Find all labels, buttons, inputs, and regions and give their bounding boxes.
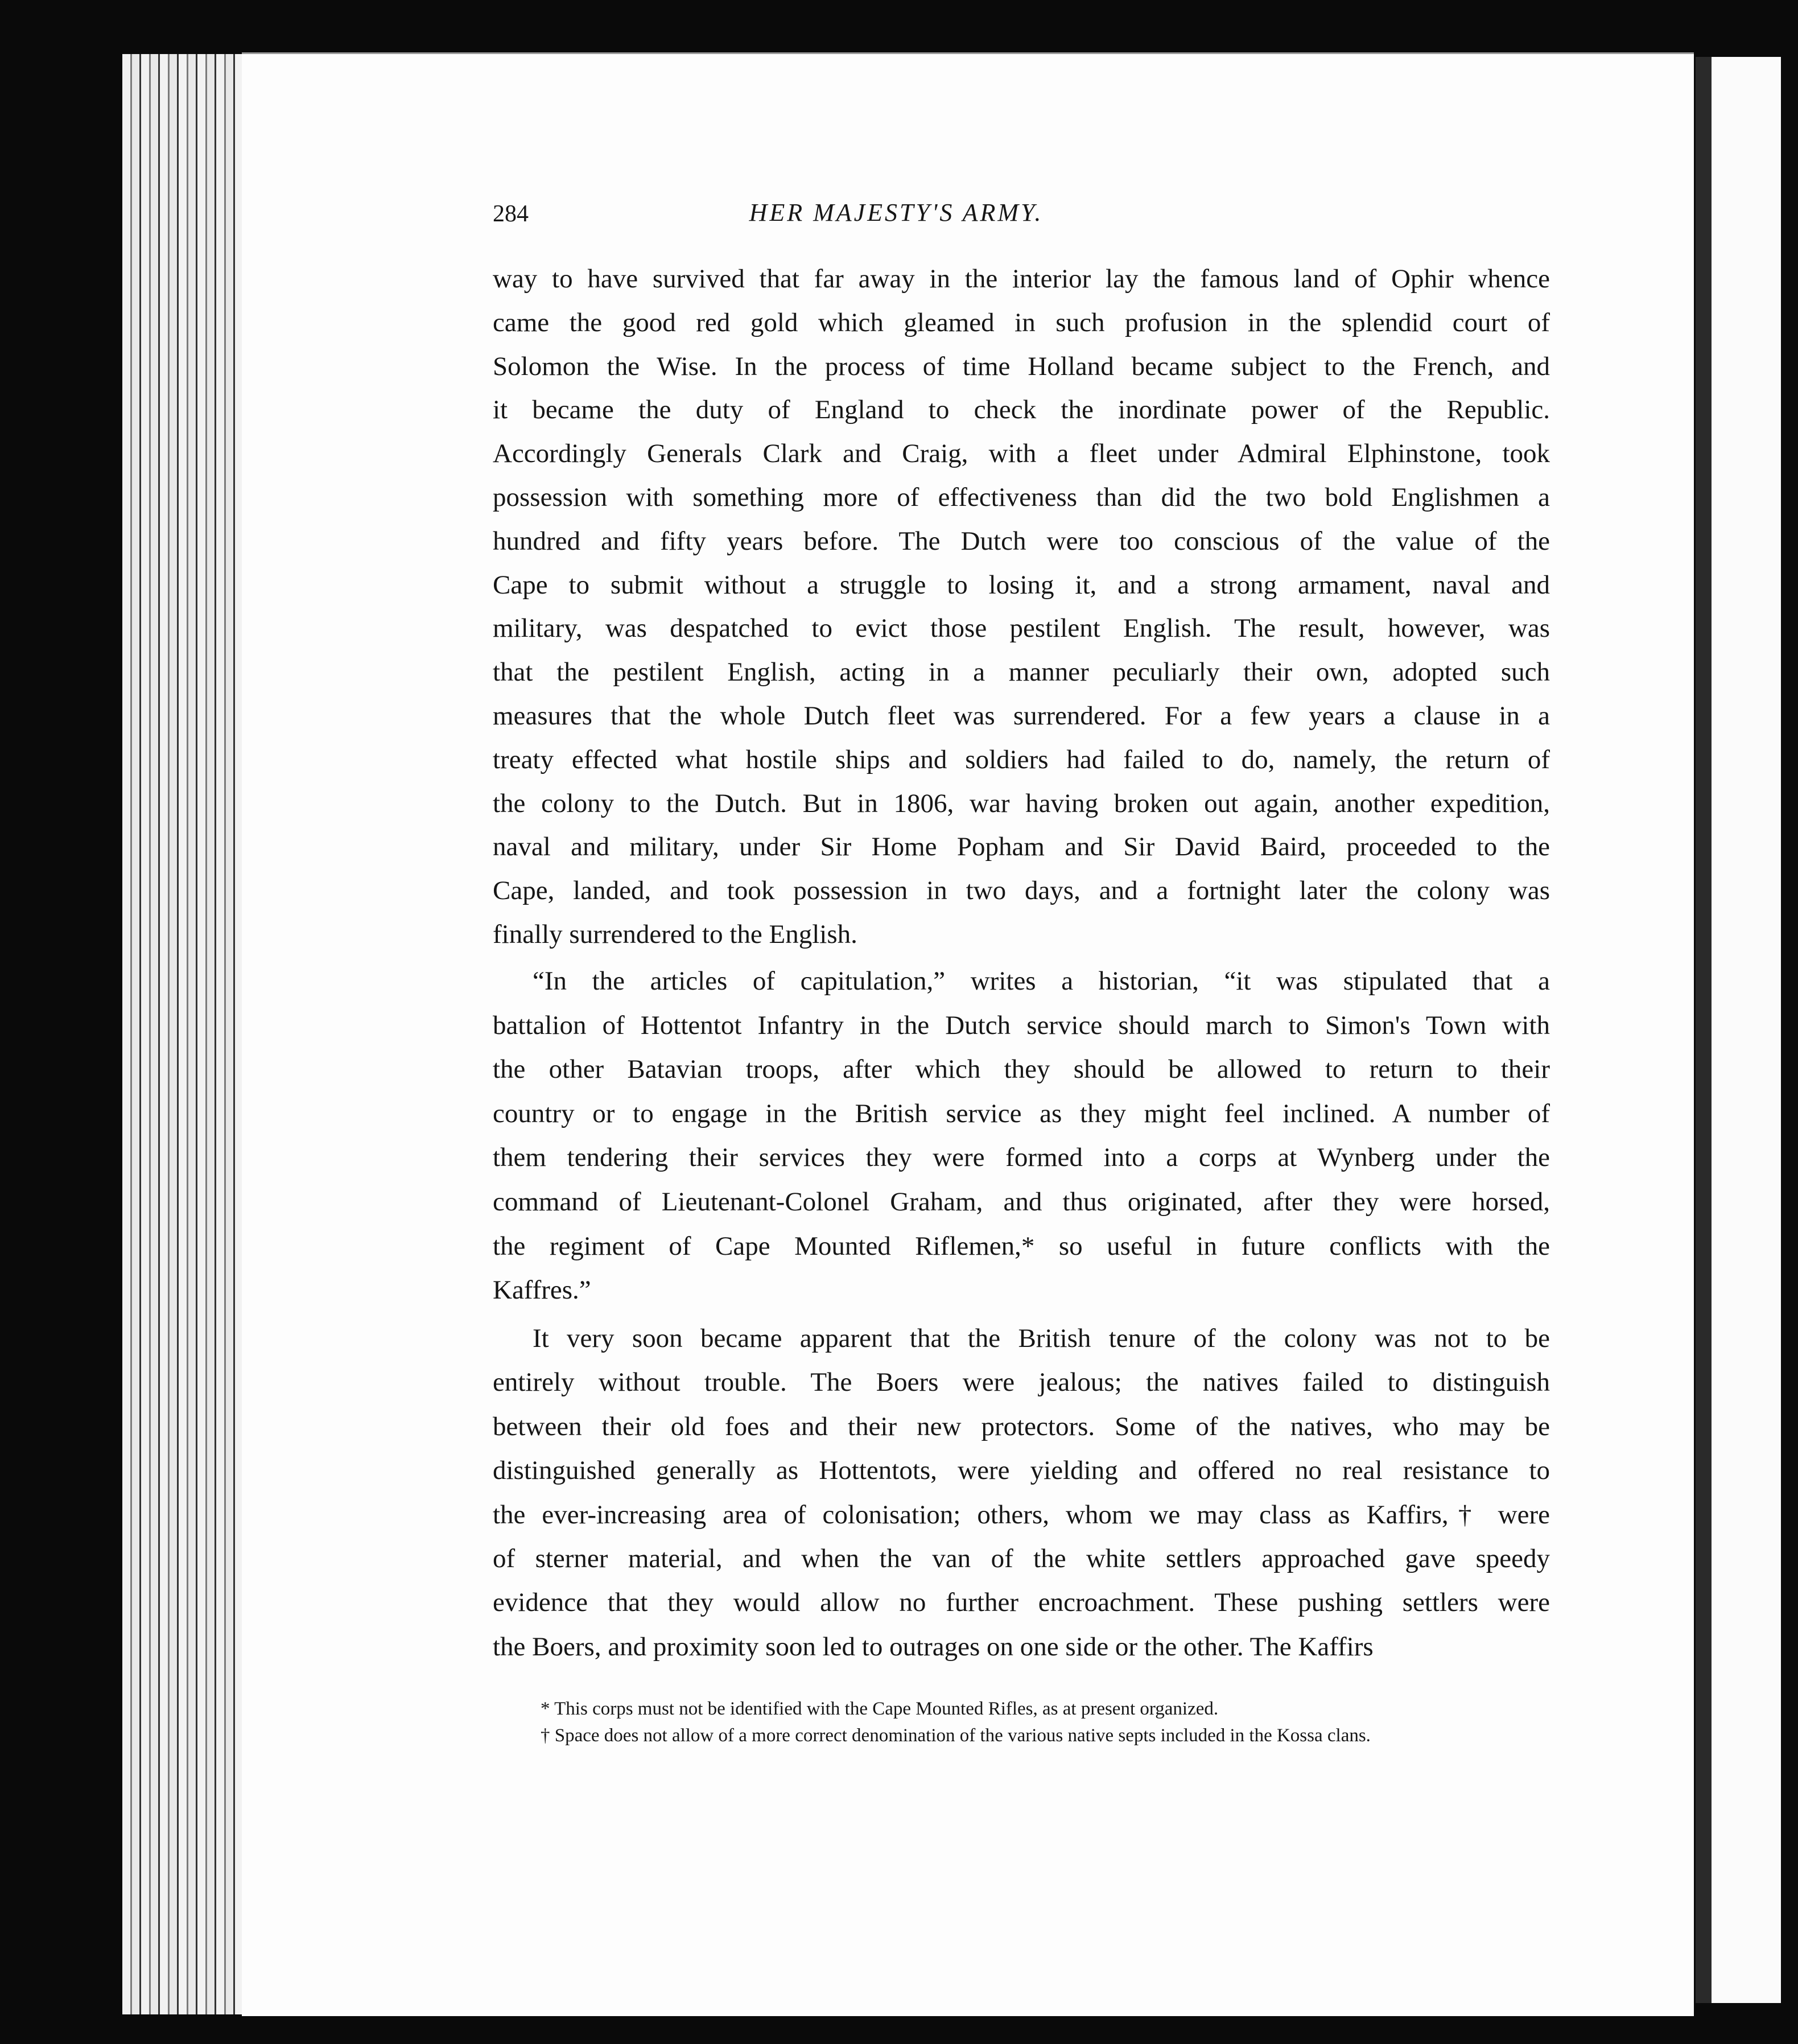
text-line: between their old foes and their new protectors. Some of the natives, who may be (493, 1411, 1550, 1441)
footnote-asterisk: * This corps must not be identified with the Cape Mounted Rifles, as at present organized. (541, 1699, 1219, 1719)
text-line: the Boers, and proximity soon led to outrages on one side or the other. The Kaffirs (493, 1631, 1374, 1662)
text-line: hundred and fifty years before. The Dutch were too conscious of the value of the (493, 526, 1550, 556)
text-line: Cape to submit without a struggle to losing it, and a strong armament, naval and (493, 570, 1550, 600)
text-line: the ever-increasing area of colonisation; others, whom we may class as Kaffirs,† were (493, 1499, 1550, 1530)
text-line: “In the articles of capitulation,” writes a historian, “it was stipulated that a (533, 966, 1550, 996)
text-line: command of Lieutenant-Colonel Graham, and thus originated, after they were horsed, (493, 1186, 1550, 1217)
paragraph-3 (493, 1317, 1550, 1669)
text-line: them tendering their services they were formed into a corps at Wynberg under the (493, 1143, 1550, 1173)
stacked-page-edges (122, 54, 245, 2014)
text-line: battalion of Hottentot Infantry in the Dutch service should march to Simon's Town with (493, 1010, 1550, 1040)
text-line: measures that the whole Dutch fleet was surrendered. For a few years a clause in a (493, 700, 1550, 731)
paragraph-2 (493, 959, 1550, 1313)
text-line: came the good red gold which gleamed in such profusion in the splendid court of (493, 307, 1550, 337)
text-line: it became the duty of England to check the inordinate power of the Republic. (493, 395, 1550, 425)
running-title: HER MAJESTY'S ARMY. (749, 199, 1044, 226)
text-line: naval and military, under Sir Home Popham and Sir David Baird, proceeded to the (493, 832, 1550, 862)
text-line: the colony to the Dutch. But in 1806, war having broken out again, another expedition, (493, 788, 1550, 818)
text-line: Kaffres.” (493, 1275, 591, 1305)
facing-page-edge (1712, 57, 1781, 2003)
book-spine-shadow (1696, 57, 1712, 2003)
text-line: Cape, landed, and took possession in two days, and a fortnight later the colony was (493, 876, 1550, 906)
footnote-dagger: † Space does not allow of a more correct denomination of the various native septs included in the Kossa clans. (541, 1725, 1371, 1746)
page-number: 284 (493, 201, 529, 227)
text-line: way to have survived that far away in the interior lay the famous land of Ophir whence (493, 264, 1550, 294)
text-line: military, was despatched to evict those pestilent English. The result, however, was (493, 613, 1550, 644)
text-line: Accordingly Generals Clark and Craig, with a fleet under Admiral Elphinstone, took (493, 439, 1550, 469)
text-line: treaty effected what hostile ships and soldiers had failed to do, namely, the return of (493, 744, 1550, 774)
text-line: the other Batavian troops, after which they should be allowed to return to their (493, 1054, 1550, 1085)
paragraph-1 (493, 257, 1550, 957)
text-line: that the pestilent English, acting in a manner peculiarly their own, adopted such (493, 657, 1550, 687)
text-line: evidence that they would allow no further encroachment. These pushing settlers were (493, 1588, 1550, 1618)
text-line: country or to engage in the British service as they might feel inclined. A number of (493, 1098, 1550, 1128)
text-line: It very soon became apparent that the British tenure of the colony was not to be (533, 1324, 1550, 1353)
text-line: Solomon the Wise. In the process of time Holland became subject to the French, and (493, 351, 1550, 381)
text-line: distinguished generally as Hottentots, were yielding and offered no real resistance to (493, 1456, 1550, 1486)
text-line: of sterner material, and when the van of the white settlers approached gave speedy (493, 1544, 1550, 1574)
text-line: the regiment of Cape Mounted Riflemen,* so useful in future conflicts with the (493, 1231, 1550, 1261)
text-line: finally surrendered to the English. (493, 919, 857, 949)
text-line: entirely without trouble. The Boers were jealous; the natives failed to distinguish (493, 1367, 1550, 1398)
text-line: possession with something more of effectiveness than did the two bold Englishmen a (493, 482, 1550, 512)
